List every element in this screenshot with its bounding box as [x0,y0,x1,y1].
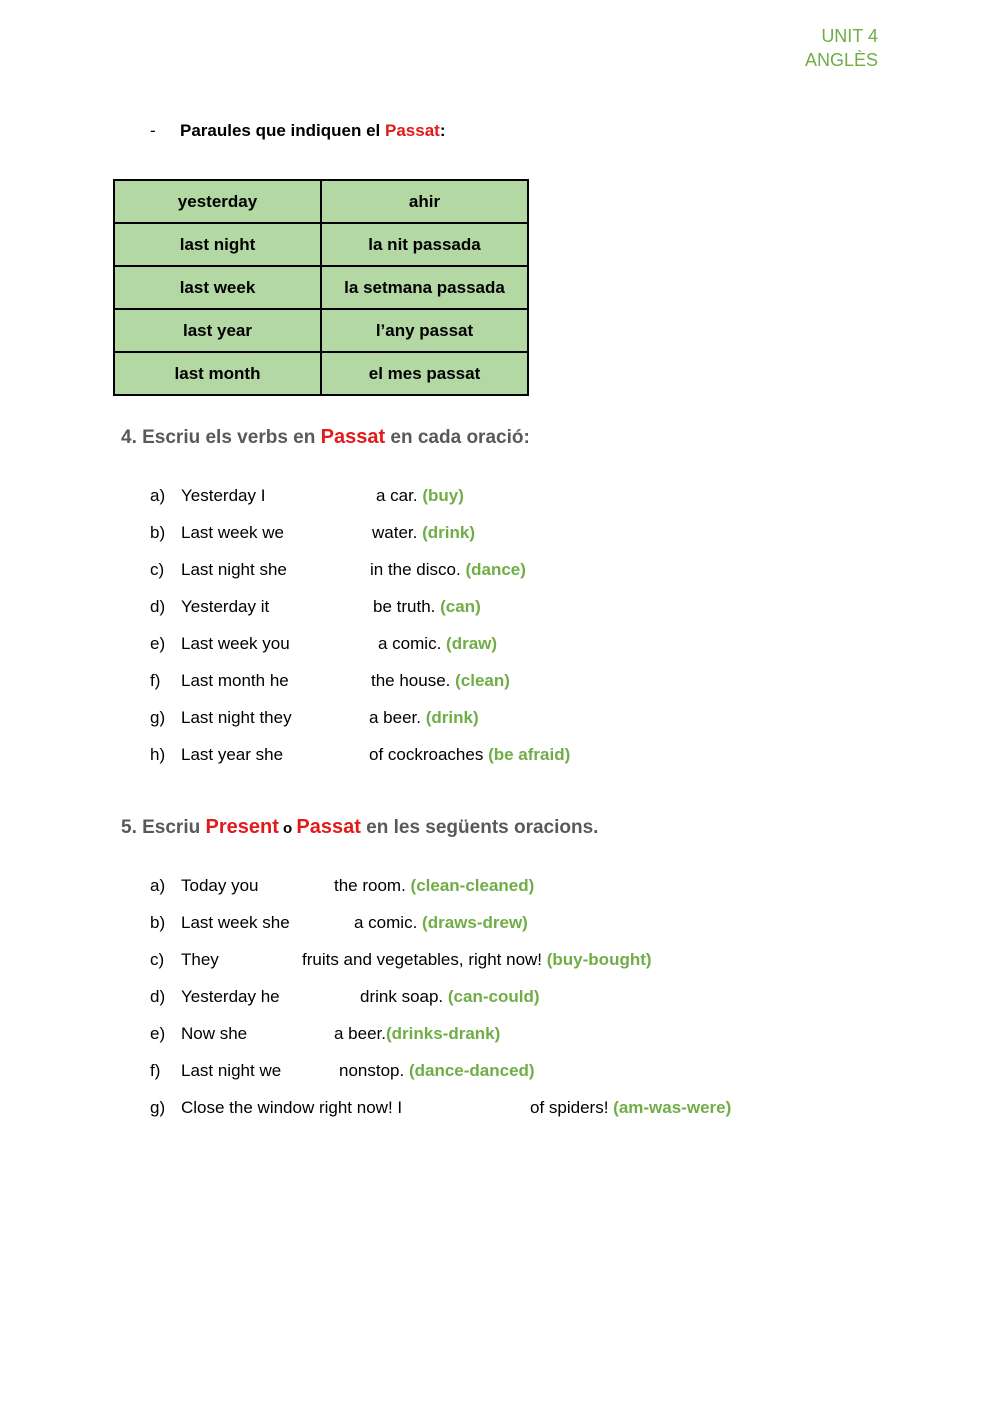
list-item: g) Last night they a beer. (drink) [150,708,479,727]
table-row [114,309,528,352]
intro-highlight: Passat [385,121,440,140]
exercise-4-list [150,485,570,781]
table-row [114,180,528,223]
unit-header [805,24,878,72]
list-item: c) Last night she in the disco. (dance) [150,560,526,579]
exercise-5-list [150,875,731,1134]
list-item: b) Last week she a comic. (draws-drew) [150,913,528,932]
table-row [114,266,528,309]
list-item: d) Yesterday it be truth. (can) [150,597,481,616]
unit-label: UNIT 4 [821,26,878,46]
english-word: last year [114,309,321,352]
intro-text: Paraules que indiquen el [180,121,385,140]
list-item: e) Now she a beer.(drinks-drank) [150,1024,501,1043]
catalan-word: el mes passat [321,352,528,395]
exercise-5-title: 5. Escriu Present o Passat en les següents oracions. [121,816,599,838]
subject-label: ANGLÈS [804,50,878,70]
english-word: last month [114,352,321,395]
list-item: h) Last year she of cockroaches (be afraid) [150,745,571,764]
list-item: f) Last month he the house. (clean) [150,671,510,690]
table-row [114,352,528,395]
list-item: a) Today you the room. (clean-cleaned) [150,876,535,895]
intro-colon: : [439,121,446,140]
list-item: c) They fruits and vegetables, right now! (buy-bought) [150,950,652,969]
list-item: b) Last week we water. (drink) [150,523,475,542]
english-word: last night [114,223,321,266]
past-words-table [113,179,529,396]
english-word: yesterday [114,180,321,223]
english-word: last week [114,266,321,309]
dash-bullet: - [150,121,156,140]
exercise-4-title: 4. Escriu els verbs en Passat en cada oració: [121,426,530,448]
catalan-word: la setmana passada [321,266,528,309]
catalan-word: l’any passat [321,309,528,352]
catalan-word: la nit passada [321,223,528,266]
table-row [114,223,528,266]
list-item: g) Close the window right now! I of spiders! (am-was-were) [150,1098,732,1117]
list-item: d) Yesterday he drink soap. (can-could) [150,987,540,1006]
intro-line [150,121,446,141]
list-item: f) Last night we nonstop. (dance-danced) [150,1061,535,1080]
list-item: e) Last week you a comic. (draw) [150,634,498,653]
list-item: a) Yesterday I a car. (buy) [150,486,464,505]
catalan-word: ahir [321,180,528,223]
